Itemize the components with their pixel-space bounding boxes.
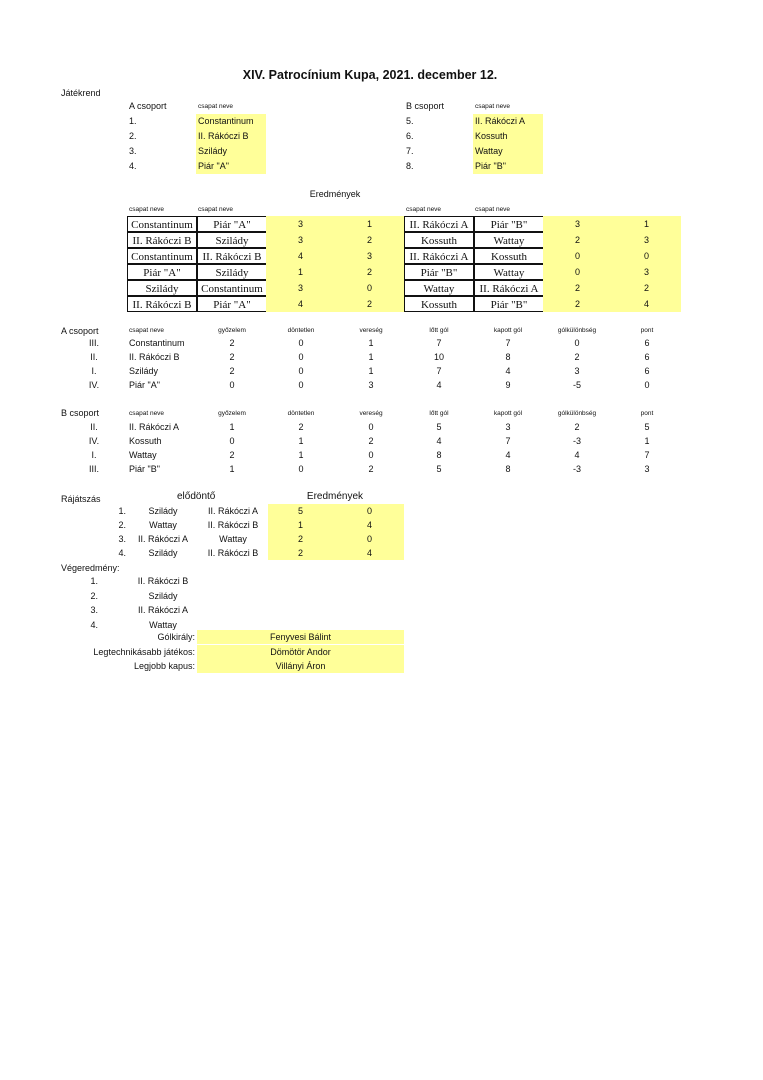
standings-gf: 4 (436, 436, 442, 446)
result-away-team: Constantinum (197, 280, 267, 296)
standings-gd: -3 (572, 464, 581, 474)
result-home-score: 3 (266, 216, 335, 232)
standings-won: 2 (229, 352, 235, 362)
standings-header-team: csapat neve (129, 410, 165, 417)
playoff-score-a: 2 (268, 532, 335, 546)
result-away-team: Szilády (197, 264, 267, 280)
result-away-score: 2 (335, 232, 404, 248)
standings-team: Wattay (129, 450, 157, 460)
playoff-team-b: II. Rákóczi B (207, 548, 259, 558)
playoff-score-b: 0 (335, 504, 404, 518)
standings-ga: 4 (505, 450, 511, 460)
result-away-team: Szilády (197, 232, 267, 248)
result-away-team: Piár "A" (197, 296, 267, 312)
roster-num: 5. (406, 116, 414, 126)
result-home-team: Constantinum (127, 216, 197, 232)
roster-num: 7. (406, 146, 414, 156)
playoff-label: Rájátszás (61, 494, 101, 504)
standings-draw: 0 (298, 366, 304, 376)
standings-team: II. Rákóczi A (129, 422, 180, 432)
standings-draw: 0 (298, 338, 304, 348)
page-title: XIV. Patrocínium Kupa, 2021. december 12. (242, 68, 498, 82)
final-num: 1. (90, 576, 98, 586)
standings-place: II. (90, 422, 98, 432)
standings-gf: 4 (436, 380, 442, 390)
standings-header-won: győzelem (218, 410, 246, 417)
standings-won: 2 (229, 366, 235, 376)
standings-header-pts: pont (640, 327, 654, 334)
roster-team: II. Rákóczi B (196, 129, 266, 144)
playoff-team-a: Wattay (149, 520, 177, 530)
roster-team: Kossuth (473, 129, 543, 144)
standings-ga: 9 (505, 380, 511, 390)
standings-lost: 1 (368, 352, 374, 362)
standings-gd: -3 (572, 436, 581, 446)
standings-header-draw: döntetlen (287, 410, 315, 417)
standings-place: II. (90, 352, 98, 362)
playoff-team-b: II. Rákóczi A (207, 506, 259, 516)
standings-gf: 5 (436, 464, 442, 474)
result-away-score: 3 (612, 264, 681, 280)
standings-pts: 3 (644, 464, 650, 474)
standings-draw: 1 (298, 436, 304, 446)
standings-lost: 0 (368, 422, 374, 432)
final-num: 3. (90, 605, 98, 615)
result-home-score: 4 (266, 296, 335, 312)
playoff-team-b: II. Rákóczi B (207, 520, 259, 530)
standings-ga: 4 (505, 366, 511, 376)
standings-a-label: A csoport (61, 326, 99, 336)
roster-num: 1. (129, 116, 137, 126)
standings-gf: 5 (436, 422, 442, 432)
final-team: II. Rákóczi B (137, 576, 189, 586)
final-team: II. Rákóczi A (137, 605, 189, 615)
playoff-score-a: 1 (268, 518, 335, 532)
group-b-label: B csoport (406, 101, 445, 111)
result-away-team: Wattay (474, 232, 544, 248)
standings-gf: 7 (436, 366, 442, 376)
results-right-header-1: csapat neve (406, 206, 442, 213)
standings-place: I. (91, 450, 97, 460)
standings-header-gf: lőtt gól (429, 327, 449, 334)
standings-draw: 1 (298, 450, 304, 460)
standings-won: 1 (229, 422, 235, 432)
result-away-team: Piár "B" (474, 296, 544, 312)
roster-team: Wattay (473, 144, 543, 159)
standings-lost: 1 (368, 338, 374, 348)
standings-team: Piár "B" (129, 464, 160, 474)
standings-gd: 2 (574, 352, 580, 362)
playoff-team-a: II. Rákóczi A (137, 534, 189, 544)
final-label: Végeredmény: (61, 563, 120, 573)
result-home-team: II. Rákóczi A (404, 216, 474, 232)
standings-gd: 3 (574, 366, 580, 376)
standings-pts: 0 (644, 380, 650, 390)
result-home-score: 2 (543, 296, 612, 312)
standings-header-ga: kapott gól (493, 327, 523, 334)
result-away-score: 0 (335, 280, 404, 296)
playoff-num: 1. (118, 506, 126, 516)
standings-place: IV. (88, 436, 100, 446)
roster-team: II. Rákóczi A (473, 114, 543, 129)
result-home-team: II. Rákóczi B (127, 232, 197, 248)
result-away-score: 2 (335, 264, 404, 280)
standings-team: Kossuth (129, 436, 162, 446)
standings-pts: 6 (644, 338, 650, 348)
result-away-team: Wattay (474, 264, 544, 280)
standings-gf: 8 (436, 450, 442, 460)
standings-ga: 7 (505, 436, 511, 446)
result-away-score: 1 (612, 216, 681, 232)
jatekrend-label: Játékrend (61, 88, 101, 98)
playoff-num: 4. (118, 548, 126, 558)
roster-num: 3. (129, 146, 137, 156)
result-home-score: 3 (266, 232, 335, 248)
award-label: Legtechnikásabb játékos: (93, 646, 195, 657)
standings-gd: 4 (574, 450, 580, 460)
standings-draw: 2 (298, 422, 304, 432)
group-b-col-header: csapat neve (475, 103, 511, 110)
group-a-col-header: csapat neve (198, 103, 234, 110)
playoff-score-b: 4 (335, 518, 404, 532)
standings-gd: 0 (574, 338, 580, 348)
result-home-score: 2 (543, 232, 612, 248)
playoff-team-a: Szilády (148, 548, 178, 558)
roster-team: Piár "A" (196, 159, 266, 174)
result-home-score: 0 (543, 264, 612, 280)
result-away-score: 1 (335, 216, 404, 232)
roster-num: 2. (129, 131, 137, 141)
result-home-score: 2 (543, 280, 612, 296)
standings-header-gd: gólkülönbség (557, 327, 597, 334)
standings-team: Constantinum (129, 338, 185, 348)
standings-won: 0 (229, 380, 235, 390)
standings-team: Szilády (129, 366, 159, 376)
playoff-team-a: Szilády (148, 506, 178, 516)
standings-won: 1 (229, 464, 235, 474)
playoff-score-a: 2 (268, 546, 335, 560)
standings-team: II. Rákóczi B (129, 352, 180, 362)
standings-header-gd: gólkülönbség (557, 410, 597, 417)
result-away-team: II. Rákóczi B (197, 248, 267, 264)
standings-team: Piár "A" (129, 380, 160, 390)
award-label: Legjobb kapus: (133, 661, 195, 671)
result-home-team: II. Rákóczi B (127, 296, 197, 312)
standings-ga: 8 (505, 464, 511, 474)
standings-b-label: B csoport (61, 408, 100, 418)
award-winner: Fenyvesi Bálint (197, 630, 404, 644)
standings-pts: 7 (644, 450, 650, 460)
standings-place: III. (88, 338, 99, 348)
award-winner: Dömötör Andor (197, 645, 404, 659)
result-home-score: 1 (266, 264, 335, 280)
roster-num: 4. (129, 161, 137, 171)
standings-lost: 3 (368, 380, 374, 390)
standings-lost: 1 (368, 366, 374, 376)
playoff-score-b: 0 (335, 532, 404, 546)
standings-won: 2 (229, 338, 235, 348)
results-right-header-2: csapat neve (475, 206, 511, 213)
results-left-header-1: csapat neve (129, 206, 165, 213)
result-home-team: Piár "A" (127, 264, 197, 280)
result-away-team: Piár "B" (474, 216, 544, 232)
standings-header-gf: lőtt gól (429, 410, 449, 417)
standings-lost: 2 (368, 464, 374, 474)
standings-place: I. (91, 366, 97, 376)
standings-pts: 6 (644, 366, 650, 376)
result-home-score: 4 (266, 248, 335, 264)
roster-num: 8. (406, 161, 414, 171)
standings-header-draw: döntetlen (287, 327, 315, 334)
results-heading: Eredmények (309, 189, 361, 199)
standings-header-lost: vereség (359, 327, 383, 334)
final-team: Szilády (148, 590, 178, 601)
result-away-team: Kossuth (474, 248, 544, 264)
standings-lost: 2 (368, 436, 374, 446)
roster-team: Szilády (196, 144, 266, 159)
final-num: 4. (90, 619, 98, 630)
standings-gf: 10 (433, 352, 444, 362)
playoff-num: 2. (118, 520, 126, 530)
standings-ga: 8 (505, 352, 511, 362)
standings-ga: 3 (505, 422, 511, 432)
result-away-score: 3 (612, 232, 681, 248)
standings-header-lost: vereség (359, 410, 383, 417)
roster-team: Constantinum (196, 114, 266, 129)
result-home-team: Piár "B" (404, 264, 474, 280)
standings-place: IV. (88, 380, 100, 390)
standings-draw: 0 (298, 464, 304, 474)
standings-header-ga: kapott gól (493, 410, 523, 417)
result-away-score: 2 (335, 296, 404, 312)
standings-header-won: győzelem (218, 327, 246, 334)
standings-gd: 2 (574, 422, 580, 432)
result-away-score: 4 (612, 296, 681, 312)
result-away-score: 0 (612, 248, 681, 264)
standings-won: 2 (229, 450, 235, 460)
results-left-header-2: csapat neve (198, 206, 234, 213)
roster-num: 6. (406, 131, 414, 141)
standings-draw: 0 (298, 352, 304, 362)
standings-pts: 1 (644, 436, 650, 446)
result-away-score: 3 (335, 248, 404, 264)
award-label: Gólkirály: (157, 632, 195, 642)
playoff-score-b: 4 (335, 546, 404, 560)
standings-header-team: csapat neve (129, 327, 165, 334)
result-home-team: Constantinum (127, 248, 197, 264)
standings-gf: 7 (436, 338, 442, 348)
result-away-team: II. Rákóczi A (474, 280, 544, 296)
standings-won: 0 (229, 436, 235, 446)
result-away-score: 2 (612, 280, 681, 296)
playoff-team-b: Wattay (219, 534, 247, 544)
result-home-score: 0 (543, 248, 612, 264)
final-num: 2. (90, 590, 98, 601)
result-home-team: Wattay (404, 280, 474, 296)
standings-lost: 0 (368, 450, 374, 460)
result-home-team: II. Rákóczi A (404, 248, 474, 264)
group-a-label: A csoport (129, 101, 167, 111)
roster-team: Piár "B" (473, 159, 543, 174)
result-away-team: Piár "A" (197, 216, 267, 232)
semifinal-label: elődöntő (177, 491, 216, 502)
standings-gd: -5 (572, 380, 581, 390)
standings-pts: 5 (644, 422, 650, 432)
result-home-team: Kossuth (404, 232, 474, 248)
playoff-num: 3. (118, 534, 126, 544)
result-home-score: 3 (543, 216, 612, 232)
result-home-team: Szilády (127, 280, 197, 296)
standings-draw: 0 (298, 380, 304, 390)
result-home-team: Kossuth (404, 296, 474, 312)
playoff-results-label: Eredmények (306, 491, 364, 502)
standings-place: III. (88, 464, 99, 474)
award-winner: Villányi Áron (197, 659, 404, 673)
final-team: Wattay (149, 619, 177, 630)
result-home-score: 3 (266, 280, 335, 296)
standings-header-pts: pont (640, 410, 654, 417)
standings-ga: 7 (505, 338, 511, 348)
standings-pts: 6 (644, 352, 650, 362)
playoff-score-a: 5 (268, 504, 335, 518)
